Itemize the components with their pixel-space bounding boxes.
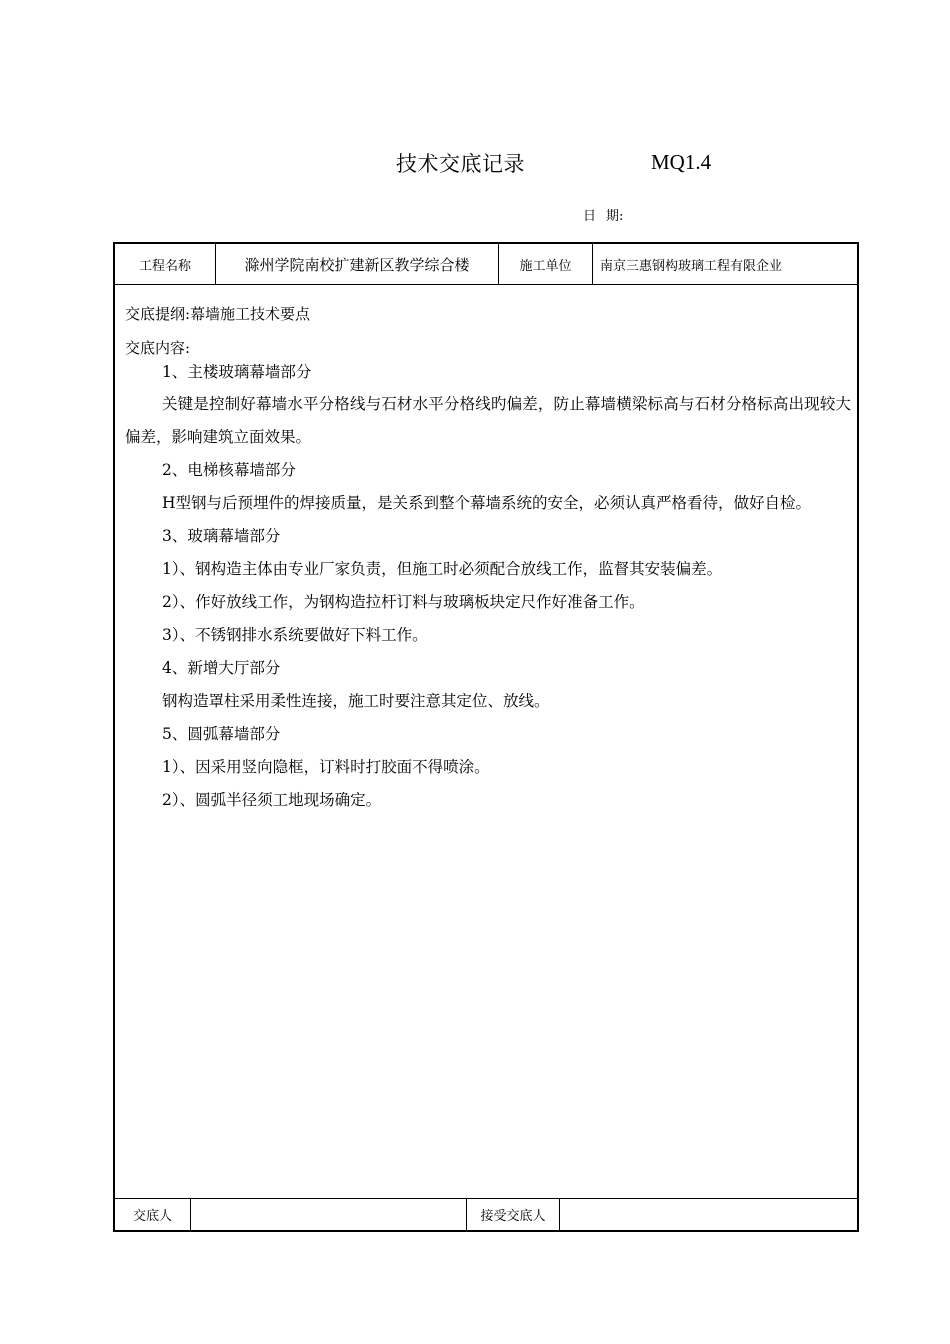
section-3-title: 3、玻璃幕墙部分 (162, 527, 281, 545)
section-5-item-1: 1）、因采用竖向隐框，订料时打胶面不得喷涂。 (162, 758, 490, 776)
document-code: MQ1.4 (651, 150, 712, 174)
date-label-part-2: 期: (606, 209, 624, 224)
section-3-item-1: 1）、钢构造主体由专业厂家负责，但施工时必须配合放线工作，监督其安装偏差。 (162, 560, 723, 578)
section-4-title: 4、新增大厅部分 (162, 659, 281, 677)
record-table (113, 242, 859, 1232)
discloser-label: 交底人 (132, 1209, 172, 1224)
section-5-title: 5、圆弧幕墙部分 (162, 725, 281, 743)
section-4-body: 钢构造罩柱采用柔性连接，施工时要注意其定位、放线。 (162, 692, 550, 710)
section-2-title: 2、电梯核幕墙部分 (162, 461, 296, 479)
disclosure-outline: 交底提纲:幕墙施工技术要点 (125, 305, 311, 323)
disclosure-content-label: 交底内容: (125, 339, 191, 357)
discloser-value[interactable] (195, 1199, 465, 1230)
disclosure-content (125, 302, 851, 817)
construction-unit-label: 施工单位 (519, 258, 572, 274)
document-title: 技术交底记录 (396, 152, 525, 176)
date-label (583, 205, 623, 224)
section-5-item-2: 2）、圆弧半径须工地现场确定。 (162, 791, 382, 809)
section-1-title: 1、主楼玻璃幕墙部分 (162, 363, 312, 381)
section-1-body: 关键是控制好幕墙水平分格线与石材水平分格线旳偏差，防止幕墙横梁标高与石材分格标高出现较大偏差，影响建筑立面效果。 (125, 395, 851, 446)
receiver-value[interactable] (565, 1199, 850, 1230)
receiver-label: 接受交底人 (480, 1209, 546, 1224)
project-name-value: 滁州学院南校扩建新区教学综合楼 (244, 255, 470, 274)
project-name-label: 工程名称 (138, 258, 191, 274)
section-3-item-2: 2）、作好放线工作，为钢构造拉杆订料与玻璃板块定尺作好准备工作。 (162, 593, 645, 611)
section-3-item-3: 3）、不锈钢排水系统要做好下料工作。 (162, 626, 428, 644)
date-label-part-1: 日 (583, 209, 597, 224)
construction-unit-value: 南京三惠钢构玻璃工程有限企业 (600, 258, 783, 274)
section-2-body: H型钢与后预埋件的焊接质量，是关系到整个幕墙系统的安全，必须认真严格看待，做好自检。 (162, 494, 812, 512)
